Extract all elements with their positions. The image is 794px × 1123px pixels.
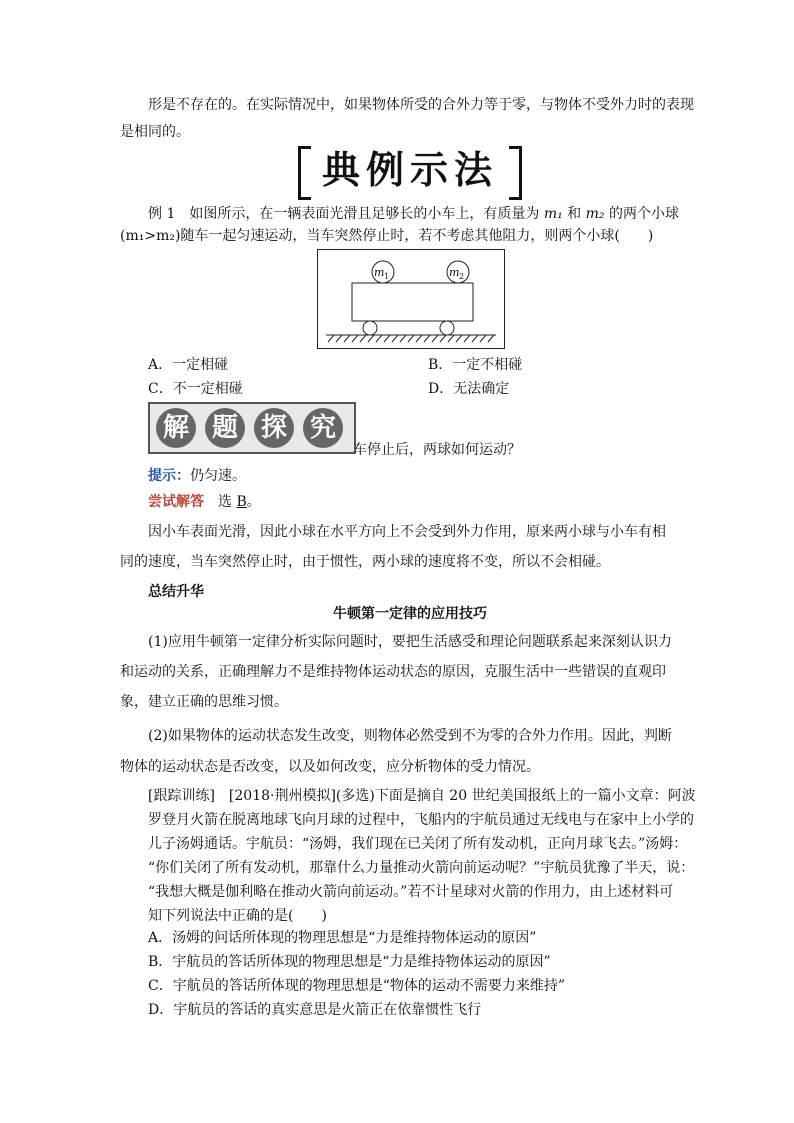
cart-diagram xyxy=(318,250,504,348)
option-c: C．不一定相碰 xyxy=(148,381,243,397)
hint-label: 提示： xyxy=(148,468,190,484)
followup-line-5: “我想大概是伽利略在推动火箭向前运动。”若不计星球对火箭的作用力，由上述材料可 xyxy=(148,884,674,900)
try-answer-label: 尝试解答 xyxy=(148,494,204,510)
cart-wheel-right xyxy=(440,321,454,335)
example-line-2: (m₁>m₂)随车一起匀速运动，当车突然停止时，若不考虑其他阻力，则两个小球( ) xyxy=(120,228,654,244)
banner-right-bracket xyxy=(509,146,522,200)
mass-m2: m₂ xyxy=(585,206,605,222)
cart-figure xyxy=(317,249,505,349)
solve-badge xyxy=(148,402,356,454)
summary-p1-line-3: 象，建立正确的思维习惯。 xyxy=(120,694,288,710)
example-suffix: 的两个小球 xyxy=(604,206,679,222)
example-line-1 xyxy=(148,204,679,224)
option-b: B．一定不相碰 xyxy=(428,357,523,373)
ball-m1-sub: 1 xyxy=(384,272,390,281)
followup-line-2: 罗登月火箭在脱离地球飞向月球的过程中，飞船内的宇航员通过无线电与在家中上小学的 xyxy=(148,812,694,828)
summary-p2-line-2: 物体的运动状态是否改变，以及如何改变，应分析物体的受力情况。 xyxy=(120,759,540,775)
try-answer-prefix: 选 xyxy=(204,494,237,510)
intro-line-2: 是相同的。 xyxy=(120,124,190,140)
summary-heading: 总结升华 xyxy=(148,584,204,600)
followup-line-6: 知下列说法中正确的是( ) xyxy=(148,908,327,924)
ball-m1-label: m xyxy=(374,266,385,279)
summary-p2-line-1: (2)如果物体的运动状态发生改变，则物体必然受到不为零的合外力作用。因此，判断 xyxy=(148,728,672,744)
followup-line-4: “你们关闭了所有发动机，那靠什么力量推动火箭向前运动呢？”宇航员犹豫了半天，说： xyxy=(148,860,695,876)
solve-question: 车停止后，两球如何运动？ xyxy=(353,442,521,458)
ground-hatching xyxy=(328,335,494,342)
followup-line-1: [跟踪训练] [2018·荆州模拟](多选)下面是摘自 20 世纪美国报纸上的一篇小文章：阿波 xyxy=(148,788,696,804)
hint-text: 仍匀速。 xyxy=(190,468,246,484)
option-a: A．一定相碰 xyxy=(148,357,229,373)
banner-title: 典例示法 xyxy=(321,147,498,192)
cart-body xyxy=(352,283,473,321)
followup-line-3: 儿子汤姆通话。宇航员：“汤姆，我们现在已关闭了所有发动机，正向月球飞去。”汤姆： xyxy=(148,836,688,852)
example-prefix: 例 1 如图所示，在一辆表面光滑且足够长的小车上，有质量为 xyxy=(148,206,544,222)
solve-char-3: 探 xyxy=(254,408,294,448)
hint-line xyxy=(148,466,246,486)
ball-m2-label: m xyxy=(449,266,460,279)
followup-option-a: A．汤姆的问话所体现的物理思想是“力是维持物体运动的原因” xyxy=(148,930,537,946)
section-banner xyxy=(298,146,522,196)
explanation-line-1: 因小车表面光滑，因此小球在水平方向上不会受到外力作用，原来两小球与小车有相 xyxy=(148,524,666,540)
solve-char-1: 解 xyxy=(156,408,196,448)
solve-char-2: 题 xyxy=(205,408,245,448)
followup-option-d: D．宇航员的答话的真实意思是火箭正在依靠惯性飞行 xyxy=(148,1002,482,1018)
ball-m2-sub: 2 xyxy=(459,272,465,281)
cart-wheel-left xyxy=(363,321,377,335)
mass-m1: m₁ xyxy=(543,206,563,222)
solve-char-4: 究 xyxy=(303,408,343,448)
followup-option-c: C．宇航员的答话所体现的物理思想是“物体的运动不需要力来维持” xyxy=(148,978,566,994)
summary-p1-line-2: 和运动的关系，正确理解力不是维持物体运动状态的原因，克服生活中一些错误的直观印 xyxy=(120,664,666,680)
explanation-line-2: 同的速度，当车突然停止时，由于惯性，两小球的速度将不变，所以不会相碰。 xyxy=(120,554,610,570)
intro-line-1: 形是不存在的。在实际情况中，如果物体所受的合外力等于零，与物体不受外力时的表现 xyxy=(148,97,694,113)
option-d: D．无法确定 xyxy=(428,381,510,397)
try-answer-suffix: 。 xyxy=(246,494,261,510)
example-and: 和 xyxy=(562,206,586,222)
try-answer-choice: B xyxy=(236,494,247,510)
summary-p1-line-1: (1)应用牛顿第一定律分析实际问题时，要把生活感受和理论问题联系起来深刻认识力 xyxy=(148,634,672,650)
summary-title: 牛顿第一定律的应用技巧 xyxy=(333,606,487,622)
followup-option-b: B．宇航员的答话所体现的物理思想是“力是维持物体运动的原因” xyxy=(148,954,551,970)
try-answer-line xyxy=(148,492,261,512)
